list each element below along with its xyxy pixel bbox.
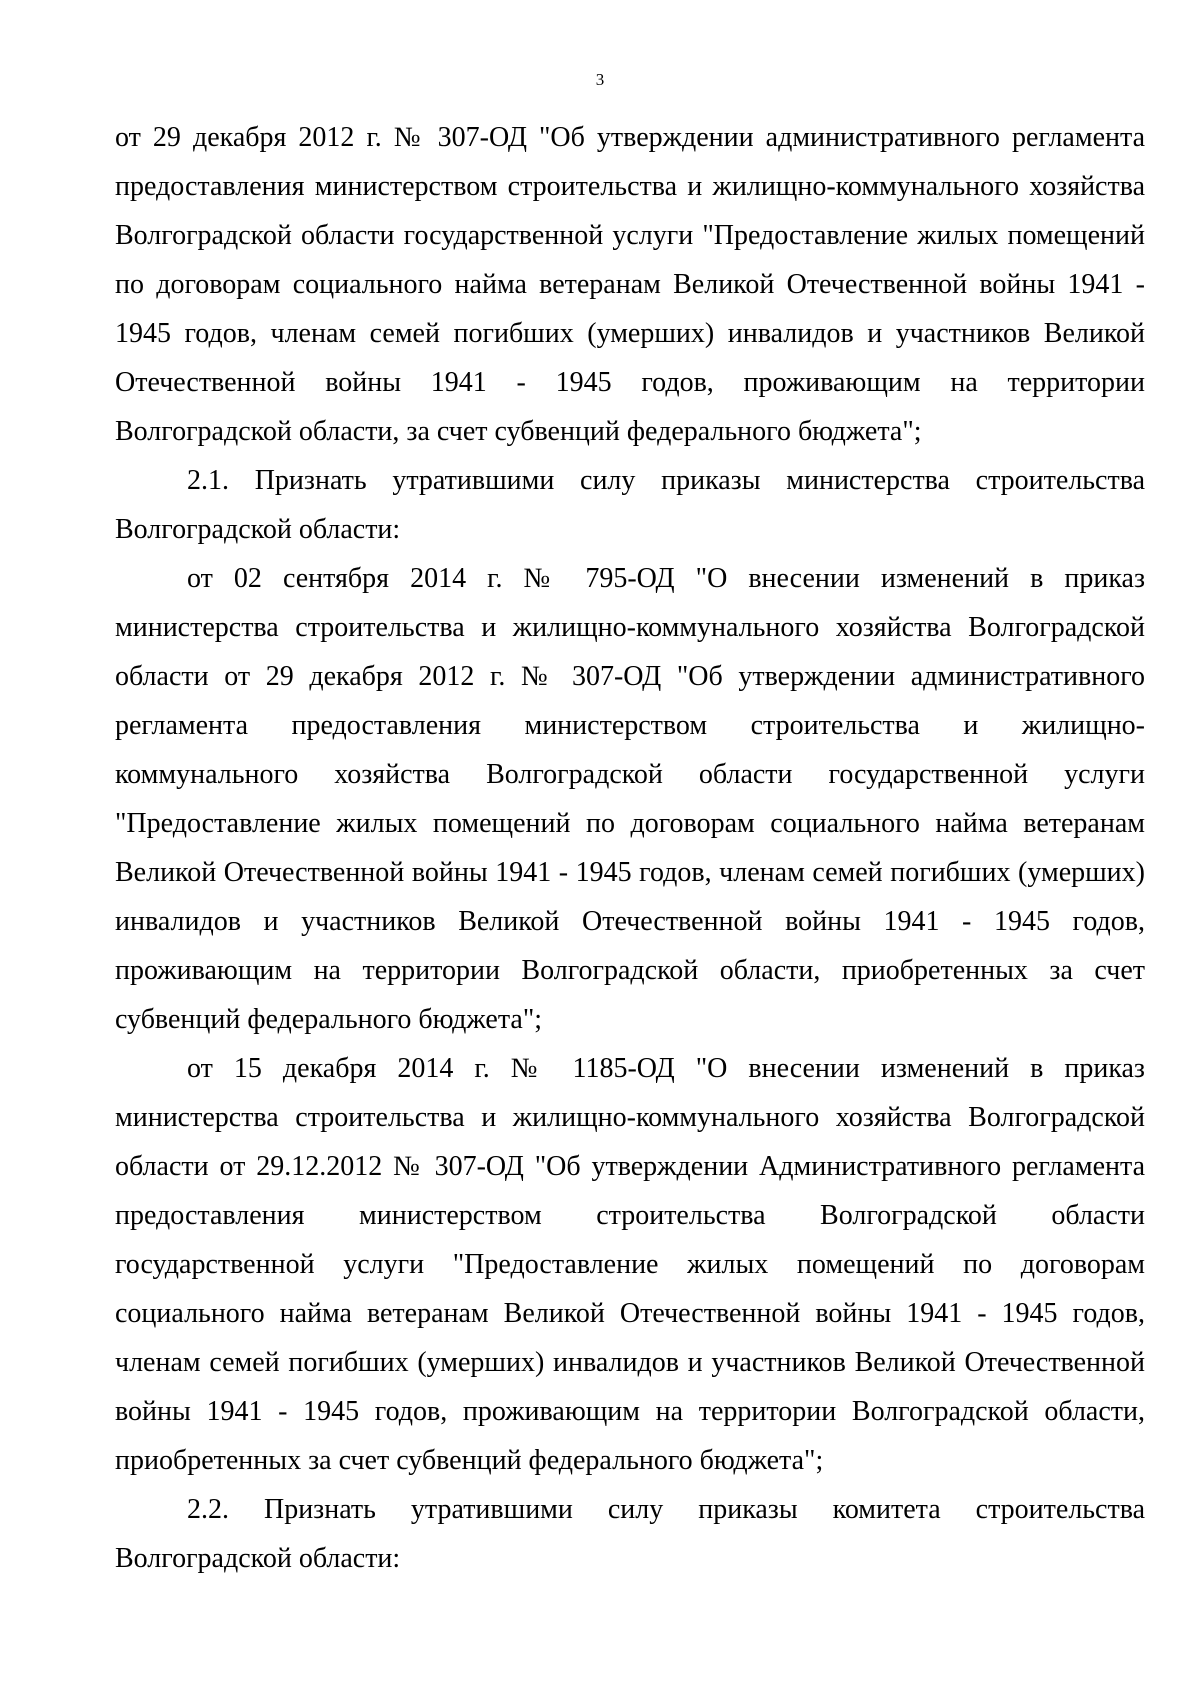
paragraph-continuation: от 29 декабря 2012 г. № 307-ОД "Об утверждении административного регламента предоставления министерством строительства и жилищно-коммунального хозяйства Волгоградской области государственной услуги "Предоставление жилых помещений по договорам социального найма ветеранам Великой Отечественной войны 1941 - 1945 годов, членам семей погибших (умерших) инвалидов и участников Великой Отечественной войны 1941 - 1945 годов, проживающим на территории Волгоградской области, за счет субвенций федерального бюджета";: [115, 122, 1145, 447]
page-number: 3: [595, 70, 605, 89]
paragraph-clause-2-1: 2.1. Признать утратившими силу приказы министерства строительства Волгоградской области:: [115, 465, 1145, 545]
paragraph-clause-2-2: 2.2. Признать утратившими силу приказы комитета строительства Волгоградской области:: [115, 1494, 1145, 1574]
paragraph-order-795: от 02 сентября 2014 г. № 795-ОД "О внесении изменений в приказ министерства строительства и жилищно-коммунального хозяйства Волгоградской области от 29 декабря 2012 г. № 307-ОД "Об утверждении административного регламента предоставления министерством строительства и жилищно-коммунального хозяйства Волгоградской области государственной услуги "Предоставление жилых помещений по договорам социального найма ветеранам Великой Отечественной войны 1941 - 1945 годов, членам семей погибших (умерших) инвалидов и участников Великой Отечественной войны 1941 - 1945 годов, проживающим на территории Волгоградской области, приобретенных за счет субвенций федерального бюджета";: [115, 563, 1145, 1035]
paragraph-order-1185: от 15 декабря 2014 г. № 1185-ОД "О внесении изменений в приказ министерства строительства и жилищно-коммунального хозяйства Волгоградской области от 29.12.2012 № 307-ОД "Об утверждении Административного регламента предоставления министерством строительства Волгоградской области государственной услуги "Предоставление жилых помещений по договорам социального найма ветеранам Великой Отечественной войны 1941 - 1945 годов, членам семей погибших (умерших) инвалидов и участников Великой Отечественной войны 1941 - 1945 годов, проживающим на территории Волгоградской области, приобретенных за счет субвенций федерального бюджета";: [115, 1053, 1145, 1476]
document-body: [115, 113, 1145, 1583]
